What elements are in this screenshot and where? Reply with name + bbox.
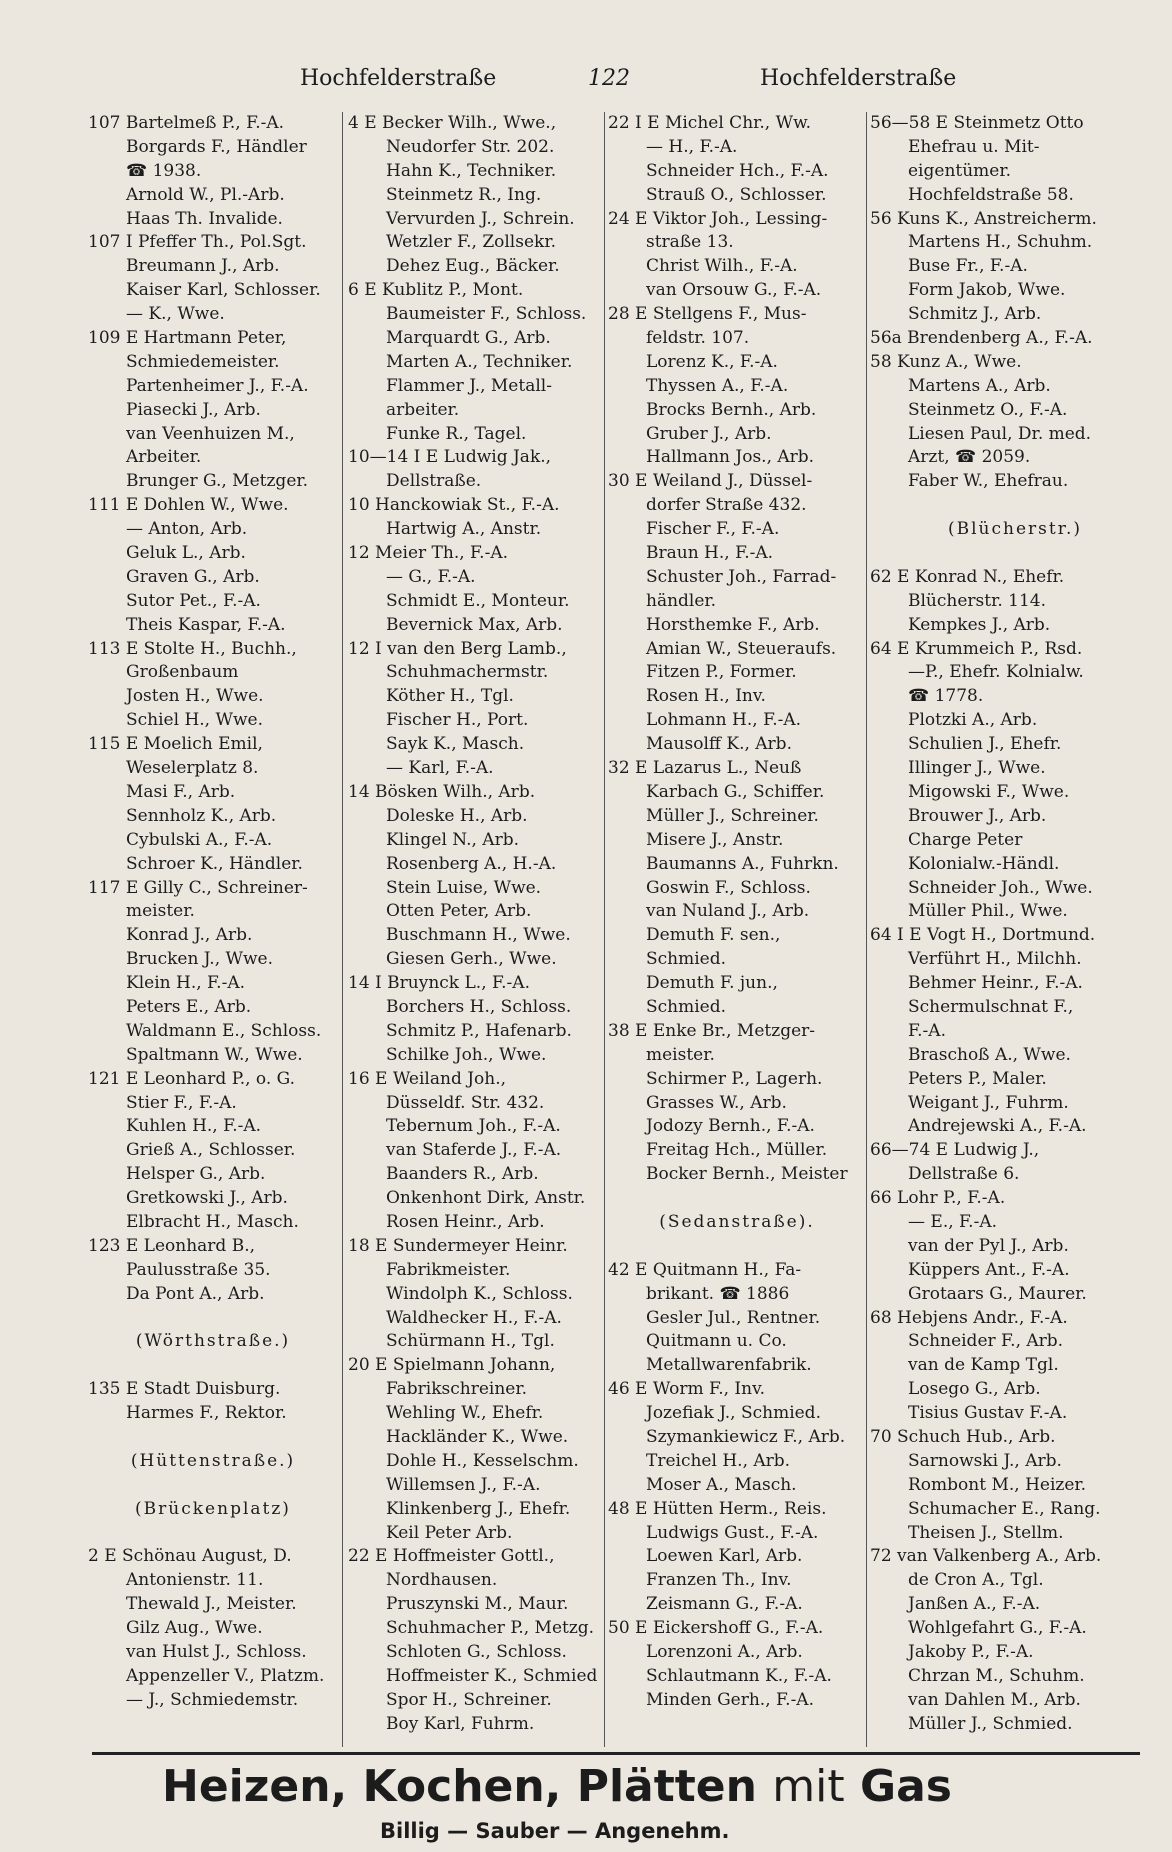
page-number: 122 bbox=[588, 66, 630, 91]
directory-entry-line: Charge Peter bbox=[908, 829, 1023, 850]
directory-entry-line: Dehez Eug., Bäcker. bbox=[386, 256, 560, 277]
directory-entry-line: dorfer Straße 432. bbox=[646, 495, 807, 516]
directory-entry-line: Otten Peter, Arb. bbox=[386, 901, 532, 922]
directory-entry-line: Schloten G., Schloss. bbox=[386, 1642, 567, 1662]
ad-headline-mit: mit bbox=[772, 1761, 845, 1812]
directory-entry-line: Cybulski A., F.-A. bbox=[126, 829, 273, 850]
directory-entry-line: arbeiter. bbox=[386, 399, 460, 420]
directory-entry-line: Metallwarenfabrik. bbox=[646, 1355, 812, 1376]
directory-entry-line: 12 I van den Berg Lamb., bbox=[348, 638, 567, 659]
directory-entry-line: Behmer Heinr., F.-A. bbox=[908, 973, 1083, 994]
directory-entry-line: 123 E Leonhard B., bbox=[88, 1235, 255, 1256]
spacer bbox=[608, 1187, 866, 1211]
directory-entry-line: Partenheimer J., F.-A. bbox=[126, 375, 309, 396]
directory-entry-line: Baumanns A., Fuhrkn. bbox=[646, 853, 839, 874]
directory-entry-line: Müller Phil., Wwe. bbox=[908, 901, 1068, 922]
directory-entry-line: Stein Luise, Wwe. bbox=[386, 877, 542, 898]
directory-entry-line: Jodozy Bernh., F.-A. bbox=[646, 1116, 815, 1137]
directory-entry-line: Sarnowski J., Arb. bbox=[908, 1450, 1062, 1471]
directory-entry-line: Masi F., Arb. bbox=[126, 781, 236, 802]
directory-entry-line: Theisen J., Stellm. bbox=[908, 1522, 1064, 1543]
directory-entry-line: 107 Bartelmeß P., F.-A. bbox=[88, 113, 285, 133]
directory-entry-line: Ehefrau u. Mit- bbox=[908, 136, 1040, 157]
directory-entry-line: Hoffmeister K., Schmied bbox=[386, 1665, 598, 1686]
directory-entry-line: Amian W., Steueraufs. bbox=[646, 638, 837, 659]
street-section-heading: (Brückenplatz) bbox=[135, 1498, 291, 1519]
directory-entry-line: Flammer J., Metall- bbox=[386, 375, 552, 396]
directory-entry-line: 70 Schuch Hub., Arb. bbox=[870, 1426, 1056, 1447]
directory-entry-line: Schmitz J., Arb. bbox=[908, 304, 1042, 325]
directory-entry-line: van Dahlen M., Arb. bbox=[908, 1689, 1081, 1710]
spacer bbox=[88, 1307, 338, 1331]
directory-entry-line: Martens H., Schuhm. bbox=[908, 232, 1093, 253]
directory-entry-line: Breumann J., Arb. bbox=[126, 256, 280, 277]
directory-entry-line: 22 I E Michel Chr., Ww. bbox=[608, 113, 812, 133]
directory-entry-line: Fischer F., F.-A. bbox=[646, 519, 780, 540]
directory-entry-line: feldstr. 107. bbox=[646, 328, 750, 349]
directory-entry-line: Lorenzoni A., Arb. bbox=[646, 1642, 803, 1662]
directory-entry-line: 68 Hebjens Andr., F.-A. bbox=[870, 1307, 1068, 1328]
directory-entry-line: Schilke Joh., Wwe. bbox=[386, 1044, 547, 1065]
directory-entry-line: Boy Karl, Fuhrm. bbox=[386, 1713, 535, 1734]
directory-entry-line: meister. bbox=[646, 1044, 715, 1065]
directory-entry-line: Wehling W., Ehefr. bbox=[386, 1403, 544, 1424]
directory-entry-line: Szymankiewicz F., Arb. bbox=[646, 1426, 846, 1447]
directory-entry-line: Brocks Bernh., Arb. bbox=[646, 399, 817, 420]
directory-entry-line: brikant. ☎ 1886 bbox=[646, 1283, 790, 1304]
directory-entry-line: Schuhmachermstr. bbox=[386, 662, 549, 683]
directory-entry-line: Schulien J., Ehefr. bbox=[908, 734, 1062, 755]
directory-entry-line: Schmied. bbox=[646, 996, 727, 1017]
directory-entry-line: Kuhlen H., F.-A. bbox=[126, 1116, 262, 1137]
directory-entry-line: Arzt, ☎ 2059. bbox=[908, 447, 1031, 468]
directory-entry-line: Hahn K., Techniker. bbox=[386, 160, 557, 181]
directory-entry-line: Schmiedemeister. bbox=[126, 351, 280, 372]
directory-entry-line: 109 E Hartmann Peter, bbox=[88, 328, 287, 349]
directory-entry-line: van der Pyl J., Arb. bbox=[908, 1235, 1069, 1256]
directory-entry-line: Arbeiter. bbox=[126, 447, 202, 468]
directory-entry-line: 30 E Weiland J., Düssel- bbox=[608, 471, 813, 492]
directory-entry-line: Sutor Pet., F.-A. bbox=[126, 590, 261, 611]
directory-entry-line: de Cron A., Tgl. bbox=[908, 1570, 1044, 1591]
directory-entry-line: Müller J., Schmied. bbox=[908, 1713, 1073, 1734]
directory-entry-line: Windolph K., Schloss. bbox=[386, 1283, 573, 1304]
directory-entry-line: 22 E Hoffmeister Gottl., bbox=[348, 1546, 555, 1567]
directory-entry-line: 48 E Hütten Herm., Reis. bbox=[608, 1498, 827, 1519]
directory-entry-line: Quitmann u. Co. bbox=[646, 1331, 787, 1352]
directory-entry-line: Neudorfer Str. 202. bbox=[386, 136, 555, 157]
directory-entry-line: 121 E Leonhard P., o. G. bbox=[88, 1068, 296, 1089]
directory-entry-line: Schiel H., Wwe. bbox=[126, 710, 263, 731]
directory-entry-line: Konrad J., Arb. bbox=[126, 925, 253, 946]
directory-entry-line: Schirmer P., Lagerh. bbox=[646, 1068, 823, 1089]
directory-entry-line: Hallmann Jos., Arb. bbox=[646, 447, 815, 468]
directory-entry-line: 66—74 E Ludwig J., bbox=[870, 1140, 1040, 1161]
directory-entry-line: Dellstraße 6. bbox=[908, 1164, 1020, 1185]
directory-entry-line: Düsseldf. Str. 432. bbox=[386, 1092, 545, 1113]
directory-entry-line: Goswin F., Schloss. bbox=[646, 877, 811, 898]
directory-entry-line: Karbach G., Schiffer. bbox=[646, 781, 825, 802]
directory-entry-line: Keil Peter Arb. bbox=[386, 1522, 513, 1543]
directory-entry-line: 56a Brendenberg A., F.-A. bbox=[870, 328, 1093, 349]
directory-entry-line: Weigant J., Fuhrm. bbox=[908, 1092, 1069, 1113]
directory-entry-line: van de Kamp Tgl. bbox=[908, 1355, 1059, 1376]
directory-entry-line: Schumacher E., Rang. bbox=[908, 1498, 1101, 1519]
column-3 bbox=[608, 112, 866, 1747]
directory-entry-line: Brucken J., Wwe. bbox=[126, 949, 273, 970]
directory-entry-line: 12 Meier Th., F.-A. bbox=[348, 543, 509, 564]
directory-entry-line: Illinger J., Wwe. bbox=[908, 758, 1046, 779]
directory-entry-line: Schneider Hch., F.-A. bbox=[646, 160, 829, 181]
directory-entry-line: Jakoby P., F.-A. bbox=[908, 1642, 1034, 1662]
directory-entry-line: Sayk K., Masch. bbox=[386, 734, 525, 755]
directory-entry-line: Graven G., Arb. bbox=[126, 566, 260, 587]
directory-entry-line: Dohle H., Kesselschm. bbox=[386, 1450, 579, 1471]
directory-entry-line: Hackländer K., Wwe. bbox=[386, 1426, 569, 1447]
directory-entry-line: Lorenz K., F.-A. bbox=[646, 351, 778, 372]
directory-entry-line: Faber W., Ehefrau. bbox=[908, 471, 1069, 492]
directory-entry-line: Arnold W., Pl.-Arb. bbox=[126, 184, 285, 205]
street-section-heading: (Sedanstraße). bbox=[659, 1211, 815, 1232]
directory-entry-line: Chrzan M., Schuhm. bbox=[908, 1665, 1085, 1686]
directory-entry-line: Haas Th. Invalide. bbox=[126, 208, 283, 229]
directory-entry-line: 32 E Lazarus L., Neuß bbox=[608, 758, 802, 779]
directory-entry-line: Misere J., Anstr. bbox=[646, 829, 784, 850]
directory-entry-line: — J., Schmiedemstr. bbox=[126, 1689, 299, 1710]
directory-entry-line: van Hulst J., Schloss. bbox=[126, 1642, 307, 1662]
header-street-right: Hochfelderstraße bbox=[760, 66, 957, 91]
directory-entry-line: Schmied. bbox=[646, 949, 727, 970]
header-street-left: Hochfelderstraße bbox=[300, 66, 497, 91]
directory-entry-line: Treichel H., Arb. bbox=[646, 1450, 791, 1471]
directory-entry-line: Andrejewski A., F.-A. bbox=[908, 1116, 1087, 1137]
directory-entry-line: 58 Kunz A., Wwe. bbox=[870, 351, 1022, 372]
directory-entry-line: 14 I Bruynck L., F.-A. bbox=[348, 973, 530, 994]
directory-entry-line: Vervurden J., Schrein. bbox=[386, 208, 575, 229]
directory-entry-line: straße 13. bbox=[646, 232, 734, 253]
directory-entry-line: 135 E Stadt Duisburg. bbox=[88, 1379, 281, 1400]
directory-entry-line: Plotzki A., Arb. bbox=[908, 710, 1038, 731]
directory-entry-line: 16 E Weiland Joh., bbox=[348, 1068, 507, 1089]
directory-entry-line: Spaltmann W., Wwe. bbox=[126, 1044, 303, 1065]
directory-entry-line: Paulusstraße 35. bbox=[126, 1259, 271, 1280]
directory-entry-line: Marquardt G., Arb. bbox=[386, 328, 551, 349]
gas-advertisement-headline bbox=[162, 1757, 1062, 1817]
directory-entry-line: Rosenberg A., H.-A. bbox=[386, 853, 557, 874]
directory-entry-line: 46 E Worm F., Inv. bbox=[608, 1379, 766, 1400]
directory-entry-line: Schlautmann K., F.-A. bbox=[646, 1665, 832, 1686]
directory-entry-line: 113 E Stolte H., Buchh., bbox=[88, 638, 297, 659]
directory-entry-line: eigentümer. bbox=[908, 160, 1012, 181]
directory-entry-line: Nordhausen. bbox=[386, 1570, 498, 1591]
directory-entry-line: Waldmann E., Schloss. bbox=[126, 1020, 322, 1041]
directory-entry-line: — G., F.-A. bbox=[386, 566, 476, 587]
directory-entry-line: Onkenhont Dirk, Anstr. bbox=[386, 1188, 586, 1209]
directory-entry-line: Schmidt E., Monteur. bbox=[386, 590, 570, 611]
directory-entry-line: Peters P., Maler. bbox=[908, 1068, 1047, 1089]
directory-entry-line: Baumeister F., Schloss. bbox=[386, 304, 587, 325]
directory-entry-line: Gretkowski J., Arb. bbox=[126, 1188, 288, 1209]
directory-entry-line: Martens A., Arb. bbox=[908, 375, 1051, 396]
directory-entry-line: Steinmetz O., F.-A. bbox=[908, 399, 1068, 420]
directory-entry-line: Köther H., Tgl. bbox=[386, 686, 514, 707]
directory-entry-line: Demuth F. jun., bbox=[646, 973, 778, 994]
spacer bbox=[608, 1235, 866, 1259]
directory-entry-line: 28 E Stellgens F., Mus- bbox=[608, 304, 807, 325]
directory-entry-line: Dellstraße. bbox=[386, 471, 482, 492]
directory-entry-line: Schneider Joh., Wwe. bbox=[908, 877, 1093, 898]
spacer bbox=[88, 1522, 338, 1546]
directory-entry-line: Losego G., Arb. bbox=[908, 1379, 1041, 1400]
directory-entry-line: Wohlgefahrt G., F.-A. bbox=[908, 1618, 1087, 1639]
directory-entry-line: 107 I Pfeffer Th., Pol.Sgt. bbox=[88, 232, 307, 253]
directory-entry-line: Klingel N., Arb. bbox=[386, 829, 519, 850]
directory-entry-line: Küppers Ant., F.-A. bbox=[908, 1259, 1070, 1280]
directory-entry-line: Bevernick Max, Arb. bbox=[386, 614, 563, 635]
directory-entry-line: Gruber J., Arb. bbox=[646, 423, 772, 444]
directory-entry-line: Josten H., Wwe. bbox=[126, 686, 264, 707]
directory-entry-line: Thewald J., Meister. bbox=[126, 1594, 297, 1615]
directory-entry-line: F.-A. bbox=[908, 1020, 946, 1041]
directory-entry-line: Müller J., Schreiner. bbox=[646, 805, 819, 826]
directory-entry-line: Pruszynski M., Maur. bbox=[386, 1594, 569, 1615]
directory-entry-line: Theis Kaspar, F.-A. bbox=[126, 614, 286, 635]
directory-entry-line: 42 E Quitmann H., Fa- bbox=[608, 1259, 802, 1280]
directory-entry-line: — H., F.-A. bbox=[646, 136, 738, 157]
directory-entry-line: Funke R., Tagel. bbox=[386, 423, 527, 444]
directory-entry-line: Janßen A., F.-A. bbox=[908, 1594, 1041, 1615]
directory-entry-line: Kaiser Karl, Schlosser. bbox=[126, 280, 321, 301]
spacer bbox=[870, 542, 1160, 566]
directory-entry-line: Rosen Heinr., Arb. bbox=[386, 1211, 545, 1232]
directory-entry-line: Marten A., Techniker. bbox=[386, 351, 573, 372]
spacer bbox=[88, 1354, 338, 1378]
directory-entry-line: Bocker Bernh., Meister bbox=[646, 1164, 848, 1185]
directory-entry-line: Grasses W., Arb. bbox=[646, 1092, 787, 1113]
directory-entry-line: Strauß O., Schlosser. bbox=[646, 184, 827, 205]
directory-entry-line: Liesen Paul, Dr. med. bbox=[908, 423, 1092, 444]
directory-entry-line: Brouwer J., Arb. bbox=[908, 805, 1047, 826]
directory-entry-line: 115 E Moelich Emil, bbox=[88, 734, 263, 755]
directory-entry-line: Ludwigs Gust., F.-A. bbox=[646, 1522, 819, 1543]
directory-entry-line: Fabrikschreiner. bbox=[386, 1379, 528, 1400]
directory-entry-line: Harmes F., Rektor. bbox=[126, 1403, 287, 1424]
directory-entry-line: Tisius Gustav F.-A. bbox=[908, 1403, 1068, 1424]
directory-entry-line: Piasecki J., Arb. bbox=[126, 399, 261, 420]
directory-entry-line: Peters E., Arb. bbox=[126, 996, 252, 1017]
directory-entry-line: Verführt H., Milchh. bbox=[908, 949, 1082, 970]
directory-entry-line: Sennholz K., Arb. bbox=[126, 805, 277, 826]
directory-entry-line: Geluk L., Arb. bbox=[126, 543, 246, 564]
directory-entry-line: Großenbaum bbox=[126, 662, 239, 683]
directory-entry-line: Fitzen P., Former. bbox=[646, 662, 797, 683]
directory-entry-line: Lohmann H., F.-A. bbox=[646, 710, 802, 731]
directory-entry-line: Jozefiak J., Schmied. bbox=[646, 1403, 821, 1424]
directory-entry-line: Schuhmacher P., Metzg. bbox=[386, 1618, 595, 1639]
directory-entry-line: händler. bbox=[646, 590, 717, 611]
directory-entry-line: Steinmetz R., Ing. bbox=[386, 184, 542, 205]
directory-entry-line: Klein H., F.-A. bbox=[126, 973, 245, 994]
directory-entry-line: Doleske H., Arb. bbox=[386, 805, 528, 826]
directory-entry-line: Freitag Hch., Müller. bbox=[646, 1140, 828, 1161]
directory-entry-line: Schürmann H., Tgl. bbox=[386, 1331, 555, 1352]
ad-headline-text: Heizen, Kochen, Plätten bbox=[162, 1761, 757, 1812]
directory-entry-line: Hartwig A., Anstr. bbox=[386, 519, 542, 540]
directory-entry-line: 64 I E Vogt H., Dortmund. bbox=[870, 925, 1096, 946]
directory-entry-line: Christ Wilh., F.-A. bbox=[646, 256, 798, 277]
directory-entry-line: van Nuland J., Arb. bbox=[646, 901, 810, 922]
street-section-heading: (Wörthstraße.) bbox=[135, 1331, 291, 1352]
directory-entry-line: Demuth F. sen., bbox=[646, 925, 781, 946]
directory-entry-line: Gesler Jul., Rentner. bbox=[646, 1307, 821, 1328]
directory-entry-line: — Karl, F.-A. bbox=[386, 758, 494, 779]
directory-entry-line: Rombont M., Heizer. bbox=[908, 1474, 1087, 1495]
directory-entry-line: Spor H., Schreiner. bbox=[386, 1689, 552, 1710]
directory-entry-line: 24 E Viktor Joh., Lessing- bbox=[608, 208, 828, 229]
directory-entry-line: Baanders R., Arb. bbox=[386, 1164, 539, 1185]
directory-entry-line: Helsper G., Arb. bbox=[126, 1164, 266, 1185]
directory-entry-line: 18 E Sundermeyer Heinr. bbox=[348, 1235, 568, 1256]
directory-entry-line: Fischer H., Port. bbox=[386, 710, 529, 731]
directory-entry-line: Buschmann H., Wwe. bbox=[386, 925, 571, 946]
column-4 bbox=[870, 112, 1160, 1747]
running-header bbox=[90, 66, 1150, 100]
directory-entry-line: Appenzeller V., Platzm. bbox=[126, 1665, 325, 1686]
directory-entry-line: Thyssen A., F.-A. bbox=[646, 375, 789, 396]
street-section-heading: (Hüttenstraße.) bbox=[130, 1450, 296, 1471]
directory-entry-line: Schmitz P., Hafenarb. bbox=[386, 1020, 572, 1041]
directory-entry-line: Schneider F., Arb. bbox=[908, 1331, 1064, 1352]
ad-headline-gas: Gas bbox=[859, 1761, 952, 1812]
directory-entry-line: Horsthemke F., Arb. bbox=[646, 614, 820, 635]
directory-entry-line: Weselerplatz 8. bbox=[126, 758, 259, 779]
directory-entry-line: 50 E Eickershoff G., F.-A. bbox=[608, 1618, 824, 1639]
directory-entry-line: van Orsouw G., F.-A. bbox=[646, 280, 822, 301]
directory-entry-line: Blücherstr. 114. bbox=[908, 590, 1047, 611]
directory-entry-line: Moser A., Masch. bbox=[646, 1474, 797, 1495]
directory-entry-line: Antonienstr. 11. bbox=[126, 1570, 264, 1591]
gas-advertisement-slogan: Billig — Sauber — Angenehm. bbox=[380, 1819, 730, 1843]
directory-entry-line: 20 E Spielmann Johann, bbox=[348, 1355, 556, 1376]
directory-entry-line: Hochfeldstraße 58. bbox=[908, 184, 1074, 205]
street-section-heading: (Blücherstr.) bbox=[947, 519, 1083, 540]
spacer bbox=[870, 494, 1160, 518]
directory-entry-line: Schroer K., Händler. bbox=[126, 853, 303, 874]
directory-entry-line: van Veenhuizen M., bbox=[126, 423, 295, 444]
directory-entry-line: 6 E Kublitz P., Mont. bbox=[348, 280, 524, 301]
directory-entry-line: 56 Kuns K., Anstreicherm. bbox=[870, 208, 1097, 229]
spacer bbox=[88, 1474, 338, 1498]
directory-entry-line: meister. bbox=[126, 901, 195, 922]
directory-entry-line: Waldhecker H., F.-A. bbox=[386, 1307, 562, 1328]
directory-entry-line: Loewen Karl, Arb. bbox=[646, 1546, 803, 1567]
directory-entry-line: Giesen Gerh., Wwe. bbox=[386, 949, 557, 970]
directory-entry-line: 62 E Konrad N., Ehefr. bbox=[870, 566, 1065, 587]
directory-entry-line: Braschoß A., Wwe. bbox=[908, 1044, 1071, 1065]
directory-entry-line: 2 E Schönau August, D. bbox=[88, 1546, 292, 1567]
directory-entry-line: Kolonialw.-Händl. bbox=[908, 853, 1060, 874]
footer-rule bbox=[92, 1752, 1140, 1755]
directory-entry-line: Schuster Joh., Farrad- bbox=[646, 566, 837, 587]
directory-entry-line: —P., Ehefr. Kolnialw. bbox=[908, 662, 1084, 683]
column-divider bbox=[342, 112, 343, 1747]
directory-entry-line: Schermulschnat F., bbox=[908, 996, 1074, 1017]
directory-entry-line: — K., Wwe. bbox=[126, 304, 225, 325]
directory-entry-line: Wetzler F., Zollsekr. bbox=[386, 232, 556, 253]
directory-entry-line: 72 van Valkenberg A., Arb. bbox=[870, 1546, 1102, 1567]
directory-entry-line: 10 Hanckowiak St., F.-A. bbox=[348, 495, 560, 516]
directory-entry-line: van Staferde J., F.-A. bbox=[386, 1140, 562, 1161]
directory-entry-line: 10—14 I E Ludwig Jak., bbox=[348, 447, 552, 468]
directory-entry-line: — E., F.-A. bbox=[908, 1211, 998, 1232]
directory-entry-line: Borchers H., Schloss. bbox=[386, 996, 572, 1017]
directory-entry-line: Klinkenberg J., Ehefr. bbox=[386, 1498, 571, 1519]
directory-entry-line: 117 E Gilly C., Schreiner- bbox=[88, 877, 308, 898]
directory-entry-line: Grieß A., Schlosser. bbox=[126, 1140, 296, 1161]
directory-entry-line: 4 E Becker Wilh., Wwe., bbox=[348, 113, 557, 133]
directory-entry-line: Migowski F., Wwe. bbox=[908, 781, 1070, 802]
directory-entry-line: 14 Bösken Wilh., Arb. bbox=[348, 781, 536, 802]
directory-entry-line: ☎ 1938. bbox=[126, 160, 202, 181]
directory-entry-line: Form Jakob, Wwe. bbox=[908, 280, 1066, 301]
directory-entry-line: Grotaars G., Maurer. bbox=[908, 1283, 1087, 1304]
directory-entry-line: 38 E Enke Br., Metzger- bbox=[608, 1020, 816, 1041]
directory-entry-line: Brunger G., Metzger. bbox=[126, 471, 309, 492]
directory-entry-line: Buse Fr., F.-A. bbox=[908, 256, 1028, 277]
directory-entry-line: Fabrikmeister. bbox=[386, 1259, 511, 1280]
directory-entry-line: — Anton, Arb. bbox=[126, 519, 248, 540]
directory-entry-line: Gilz Aug., Wwe. bbox=[126, 1618, 263, 1639]
directory-entry-line: Minden Gerh., F.-A. bbox=[646, 1689, 814, 1710]
directory-entry-line: Kempkes J., Arb. bbox=[908, 614, 1051, 635]
directory-entry-line: ☎ 1778. bbox=[908, 686, 984, 707]
directory-entry-line: 66 Lohr P., F.-A. bbox=[870, 1188, 1006, 1209]
directory-entry-line: 56—58 E Steinmetz Otto bbox=[870, 113, 1084, 133]
directory-entry-line: Braun H., F.-A. bbox=[646, 543, 774, 564]
column-divider bbox=[604, 112, 605, 1747]
column-2 bbox=[348, 112, 600, 1747]
directory-entry-line: Mausolff K., Arb. bbox=[646, 734, 792, 755]
directory-entry-line: Willemsen J., F.-A. bbox=[386, 1474, 541, 1495]
directory-entry-line: Franzen Th., Inv. bbox=[646, 1570, 792, 1591]
column-divider bbox=[866, 112, 867, 1747]
spacer bbox=[88, 1426, 338, 1450]
column-1 bbox=[88, 112, 338, 1747]
directory-entry-line: Da Pont A., Arb. bbox=[126, 1283, 265, 1304]
directory-entry-line: Stier F., F.-A. bbox=[126, 1092, 237, 1113]
directory-entry-line: 64 E Krummeich P., Rsd. bbox=[870, 638, 1083, 659]
directory-entry-line: Tebernum Joh., F.-A. bbox=[386, 1116, 561, 1137]
directory-entry-line: 111 E Dohlen W., Wwe. bbox=[88, 495, 289, 516]
directory-entry-line: Rosen H., Inv. bbox=[646, 686, 766, 707]
directory-entry-line: Elbracht H., Masch. bbox=[126, 1211, 299, 1232]
directory-entry-line: Borgards F., Händler bbox=[126, 136, 307, 157]
directory-entry-line: Zeismann G., F.-A. bbox=[646, 1594, 803, 1615]
